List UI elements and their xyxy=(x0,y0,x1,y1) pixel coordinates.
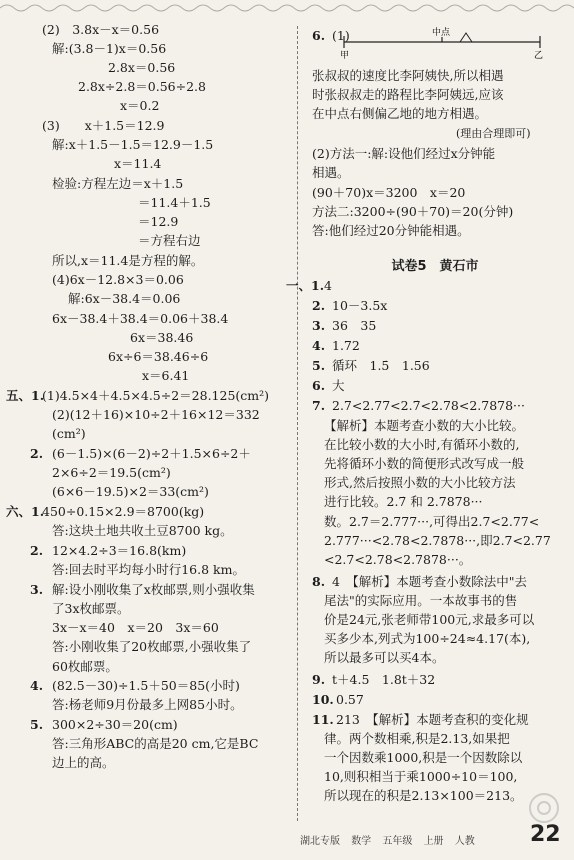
answer-line: 300×2÷30＝20(cm) xyxy=(52,717,178,732)
analysis-line: 10,则积相当于乘1000÷10＝100, xyxy=(324,769,518,784)
question-number: 2. xyxy=(30,446,44,461)
answer-line: (1) xyxy=(332,28,350,43)
analysis-line: 律。两个数相乘,积是2.13,如果把 xyxy=(324,731,510,746)
answer-line: 边上的高。 xyxy=(52,755,115,770)
answer-line: 2.8x＝0.56 xyxy=(108,60,176,75)
footer-edition: 湖北专版 xyxy=(300,836,340,847)
answer-line: x＝11.4 xyxy=(114,156,162,171)
answer-line: (1)4.5×4＋4.5×4.5÷2＝28.125(cm²) xyxy=(42,388,270,403)
diagram-label-mid: 中点 xyxy=(432,28,451,38)
answer-line: 答:他们经过20分钟能相遇。 xyxy=(312,223,470,238)
question-number: 3. xyxy=(312,318,326,333)
question-number: 5. xyxy=(312,358,326,373)
question-number: 10. xyxy=(312,692,334,707)
diagram-label-left: 甲 xyxy=(340,51,350,60)
answer-line: 张叔叔的速度比李阿姨快,所以相遇 xyxy=(312,68,504,83)
answer-line: 213 【解析】本题考查积的变化规 xyxy=(336,712,529,727)
answer-line: x＝0.2 xyxy=(120,98,160,113)
analysis-line: 形式,然后按照小数的大小比较方法 xyxy=(324,475,516,490)
answer-line: 3x－x＝40 x＝20 3x＝60 xyxy=(52,620,219,635)
meeting-diagram xyxy=(340,26,550,60)
diagram-label-right: 乙 xyxy=(534,51,544,60)
answer-line: 解:设小刚收集了x枚邮票,则小强收集 xyxy=(52,582,255,597)
answer-line: 答:杨老师9月份最多上网85小时。 xyxy=(52,697,243,712)
question-number: 5. xyxy=(30,717,44,732)
answer-line: 答:小刚收集了20枚邮票,小强收集了 xyxy=(52,639,252,654)
exam-title: 试卷5 黄石市 xyxy=(391,259,479,274)
answer-line: (6×6－19.5)×2＝33(cm²) xyxy=(52,484,209,499)
question-number: 9. xyxy=(312,672,326,687)
question-number: 7. xyxy=(312,398,326,413)
answer-line: 4 xyxy=(324,278,332,293)
footer-subject: 数学 xyxy=(351,836,372,847)
answer-line: 答:这块土地共收土豆8700 kg。 xyxy=(52,523,233,538)
analysis-line: 价是24元,张老师带100元,求最多可以 xyxy=(324,612,535,627)
analysis-line: 数。2.7̇＝2.777···,可得出2.7<2.77< xyxy=(324,514,540,529)
section-tag: 一、1. xyxy=(286,278,325,293)
question-number: 6. xyxy=(312,28,326,43)
answer-line: 答:回去时平均每小时行16.8 km。 xyxy=(52,562,245,577)
answer-line: 4 【解析】本题考查小数除法中"去 xyxy=(332,574,527,589)
answer-line: 450÷0.15×2.9＝8700(kg) xyxy=(42,504,205,519)
footer-publisher: 人教 xyxy=(454,836,475,847)
analysis-line: 所以最多可以买4本。 xyxy=(324,650,445,665)
answer-line: ＝方程右边 xyxy=(138,233,201,248)
answer-line: ＝11.4＋1.5 xyxy=(138,195,211,210)
page-number: 22 xyxy=(530,822,561,847)
footer-grade: 五年级 xyxy=(382,836,413,847)
answer-line: 大 xyxy=(332,378,345,393)
answer-line: 60枚邮票。 xyxy=(52,659,118,674)
analysis-line: 先将循环小数的简便形式改写成一般 xyxy=(324,456,525,471)
answer-line: (2)(12＋16)×10÷2＋16×12＝332 xyxy=(52,407,260,422)
question-number: 2. xyxy=(312,298,326,313)
question-number: 8. xyxy=(312,574,326,589)
note-line: (理由合理即可) xyxy=(456,127,531,140)
answer-line: 方法二:3200÷(90＋70)＝20(分钟) xyxy=(312,204,514,219)
answer-line: t＋4.5 1.8t＋32 xyxy=(332,672,436,687)
section-tag: 六、1. xyxy=(6,504,45,519)
answer-line: 相遇。 xyxy=(312,165,350,180)
question-number: 6. xyxy=(312,378,326,393)
page-footer xyxy=(300,832,483,847)
question-number: 4. xyxy=(312,338,326,353)
answer-line: 6x＝38.46 xyxy=(130,330,194,345)
answer-line: x＝6.41 xyxy=(142,368,190,383)
question-number: 3. xyxy=(30,582,44,597)
answer-line: 6x－38.4＋38.4＝0.06＋38.4 xyxy=(52,311,229,326)
analysis-line: 一个因数乘1000,积是一个因数除以 xyxy=(324,750,523,765)
footer-volume: 上册 xyxy=(423,836,444,847)
analysis-line: 所以现在的积是2.13×100＝213。 xyxy=(324,788,523,803)
analysis-line: <2.7̇<2.78<2.7878···。 xyxy=(324,552,472,567)
analysis-line: 买多少本,列式为100÷24≈4.17(本), xyxy=(324,631,531,646)
answer-line: 2×6÷2＝19.5(cm²) xyxy=(52,465,171,480)
answer-line: 在中点右侧偏乙地的地方相遇。 xyxy=(312,106,488,121)
answer-line: 解:(3.8－1)x＝0.56 xyxy=(52,41,167,56)
question-number: 11. xyxy=(312,712,334,727)
answer-line: 0.57 xyxy=(336,692,364,707)
answer-line: 时张叔叔走的路程比李阿姨远,应该 xyxy=(312,87,504,102)
answer-line: 解:x＋1.5－1.5＝12.9－1.5 xyxy=(52,137,214,152)
question-number: 4. xyxy=(30,678,44,693)
answer-line: (3) x＋1.5＝12.9 xyxy=(42,118,165,133)
analysis-line: 尾法"的实际应用。一本故事书的售 xyxy=(324,593,518,608)
column-divider xyxy=(297,26,298,821)
answer-line: 12×4.2÷3＝16.8(km) xyxy=(52,543,187,558)
answer-line: (82.5－30)÷1.5＋50＝85(小时) xyxy=(52,678,240,693)
answer-line: 解:6x－38.4＝0.06 xyxy=(68,291,181,306)
answer-line: (6－1.5)×(6－2)÷2＋1.5×6÷2＋ xyxy=(52,446,251,461)
answer-line: 6x÷6＝38.46÷6 xyxy=(108,349,209,364)
answer-line: ＝12.9 xyxy=(138,214,179,229)
answer-line: 循环 1.5̇ 1.56 xyxy=(332,358,430,373)
answer-line: (2)方法一:解:设他们经过x分钟能 xyxy=(312,146,496,161)
answer-line: 2.8x÷2.8＝0.56÷2.8 xyxy=(78,79,206,94)
answer-line: 所以,x＝11.4是方程的解。 xyxy=(52,253,204,268)
answer-line: 10－3.5x xyxy=(332,298,388,313)
section-tag: 五、1. xyxy=(6,388,45,403)
answer-line: 1.72 xyxy=(332,338,360,353)
answer-line: (2) 3.8x－x＝0.56 xyxy=(42,22,160,37)
analysis-line: 2.777···<2.78<2.7878···,即2.7<2.77 xyxy=(324,533,551,548)
answer-line: 检验:方程左边＝x＋1.5 xyxy=(52,176,184,191)
answer-line: 2.7<2.77<2.7̇<2.78<2.7878··· xyxy=(332,398,525,413)
top-wave-border xyxy=(0,0,574,14)
answer-line: 了3x枚邮票。 xyxy=(52,601,130,616)
analysis-line: 进行比较。2.7̇ 和 2.7878··· xyxy=(324,494,483,509)
analysis-line: 在比较小数的大小时,有循环小数的, xyxy=(324,437,520,452)
answer-line: (4)6x－12.8×3＝0.06 xyxy=(52,272,184,287)
answer-line: (90＋70)x＝3200 x＝20 xyxy=(312,185,466,200)
answer-line: 答:三角形ABC的高是20 cm,它是BC xyxy=(52,736,259,751)
question-number: 2. xyxy=(30,543,44,558)
answer-line: (cm²) xyxy=(52,426,86,441)
analysis-line: 【解析】本题考查小数的大小比较。 xyxy=(324,418,525,433)
answer-line: 36 35 xyxy=(332,318,377,333)
